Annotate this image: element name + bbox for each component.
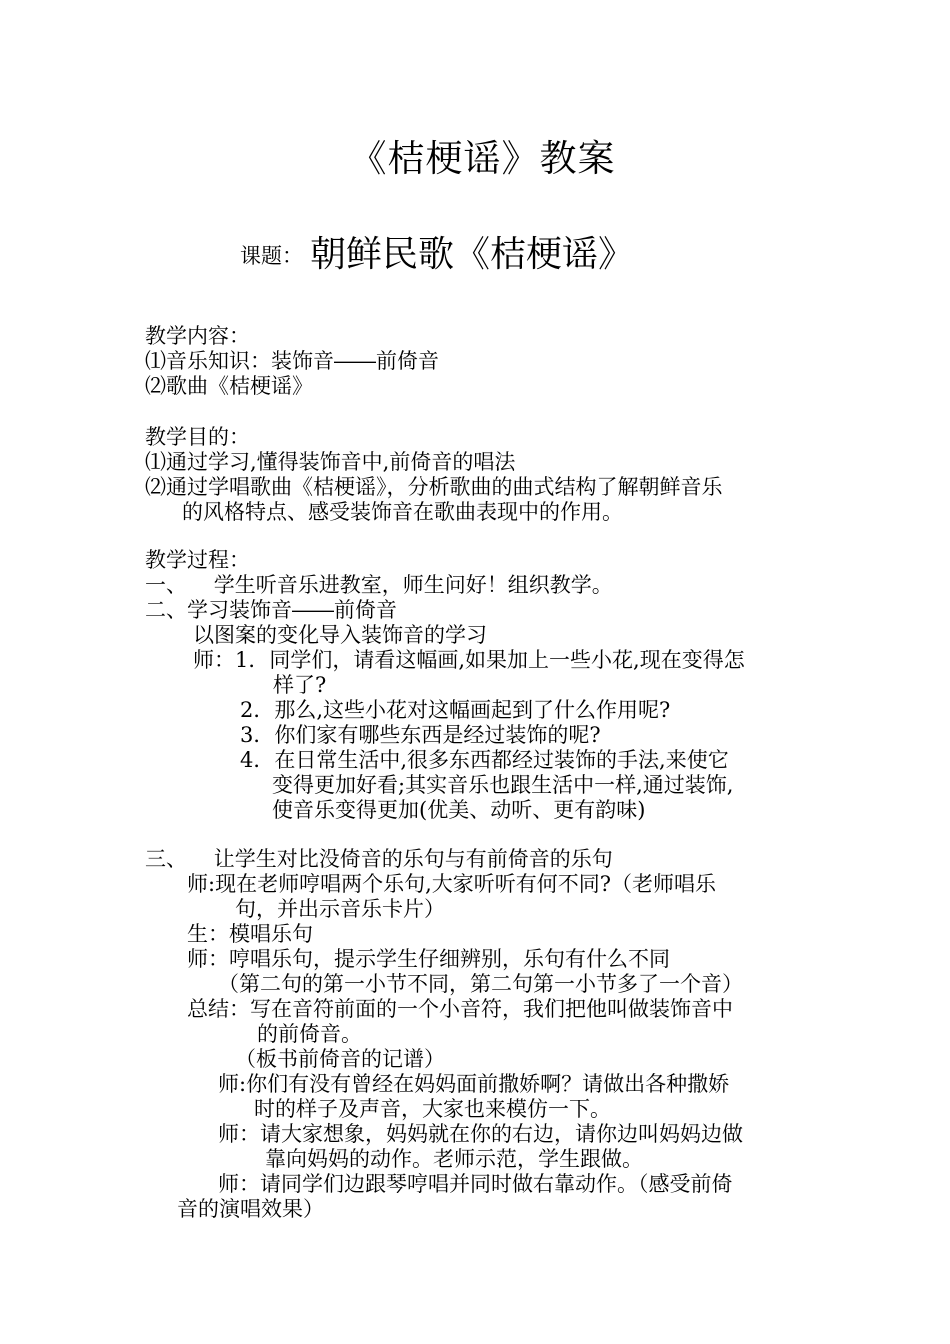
objective-item: ⑴通过学习,懂得装饰音中,前倚音的唱法 — [145, 450, 516, 474]
section-heading-content: 教学内容： — [145, 324, 250, 348]
process-text: 音的演唱效果） — [177, 1197, 324, 1221]
process-text: 生：模唱乐句 — [187, 922, 313, 946]
process-text: 以图案的变化导入装饰音的学习 — [193, 623, 487, 647]
process-text: 的前倚音。 — [257, 1022, 362, 1046]
document-title: 《桔梗谣》教案 — [349, 137, 616, 180]
process-text: 师：请大家想象，妈妈就在你的右边，请你边叫妈妈边做 — [218, 1122, 743, 1146]
subject-label: 课题： — [240, 244, 303, 268]
content-item: ⑵歌曲《桔梗谣》 — [145, 374, 313, 398]
subject-text: 朝鲜民歌《桔梗谣》 — [310, 234, 635, 275]
process-text: 师:现在老师哼唱两个乐句,大家听听有何不同?（老师唱乐 — [187, 872, 717, 896]
process-text: 使音乐变得更加(优美、动听、更有韵味) — [272, 798, 646, 822]
process-text: 变得更加好看;其实音乐也跟生活中一样,通过装饰, — [272, 773, 734, 797]
section-heading-objectives: 教学目的： — [145, 425, 250, 449]
process-step-3: 三、 让学生对比没倚音的乐句与有前倚音的乐句 — [145, 847, 613, 871]
process-text: 师：请同学们边跟琴哼唱并同时做右靠动作。（感受前倚 — [218, 1172, 733, 1196]
process-text: 总结：写在音符前面的一个小音符，我们把他叫做装饰音中 — [187, 997, 733, 1021]
process-text: 师：哼唱乐句，提示学生仔细辨别，乐句有什么不同 — [187, 947, 670, 971]
process-text: 4．在日常生活中,很多东西都经过装饰的手法,来使它 — [240, 748, 729, 772]
process-text: 样了? — [273, 673, 327, 697]
objective-item: ⑵通过学唱歌曲《桔梗谣》，分析歌曲的曲式结构了解朝鲜音乐 — [145, 475, 723, 499]
process-text: （板书前倚音的记谱） — [235, 1047, 445, 1071]
process-step-1: 一、 学生听音乐进教室，师生问好！组织教学。 — [145, 573, 613, 597]
process-text: 2．那么,这些小花对这幅画起到了什么作用呢? — [240, 698, 671, 722]
process-text: 师:你们有没有曾经在妈妈面前撒娇啊？请做出各种撒娇 — [218, 1072, 730, 1096]
process-text: 3．你们家有哪些东西是经过装饰的呢? — [240, 723, 601, 747]
content-item: ⑴音乐知识：装饰音――前倚音 — [145, 349, 439, 373]
process-text: （第二句的第一小节不同，第二句第一小节多了一个音） — [218, 972, 743, 996]
process-step-2: 二、学习装饰音――前倚音 — [145, 598, 397, 622]
objective-item-continuation: 的风格特点、感受装饰音在歌曲表现中的作用。 — [182, 500, 623, 524]
section-heading-process: 教学过程： — [145, 548, 250, 572]
process-text: 时的样子及声音，大家也来模仿一下。 — [254, 1097, 611, 1121]
process-text: 句，并出示音乐卡片） — [235, 897, 445, 921]
process-text: 师：1．同学们，请看这幅画,如果加上一些小花,现在变得怎 — [193, 648, 745, 672]
process-text: 靠向妈妈的动作。老师示范，学生跟做。 — [265, 1147, 643, 1171]
